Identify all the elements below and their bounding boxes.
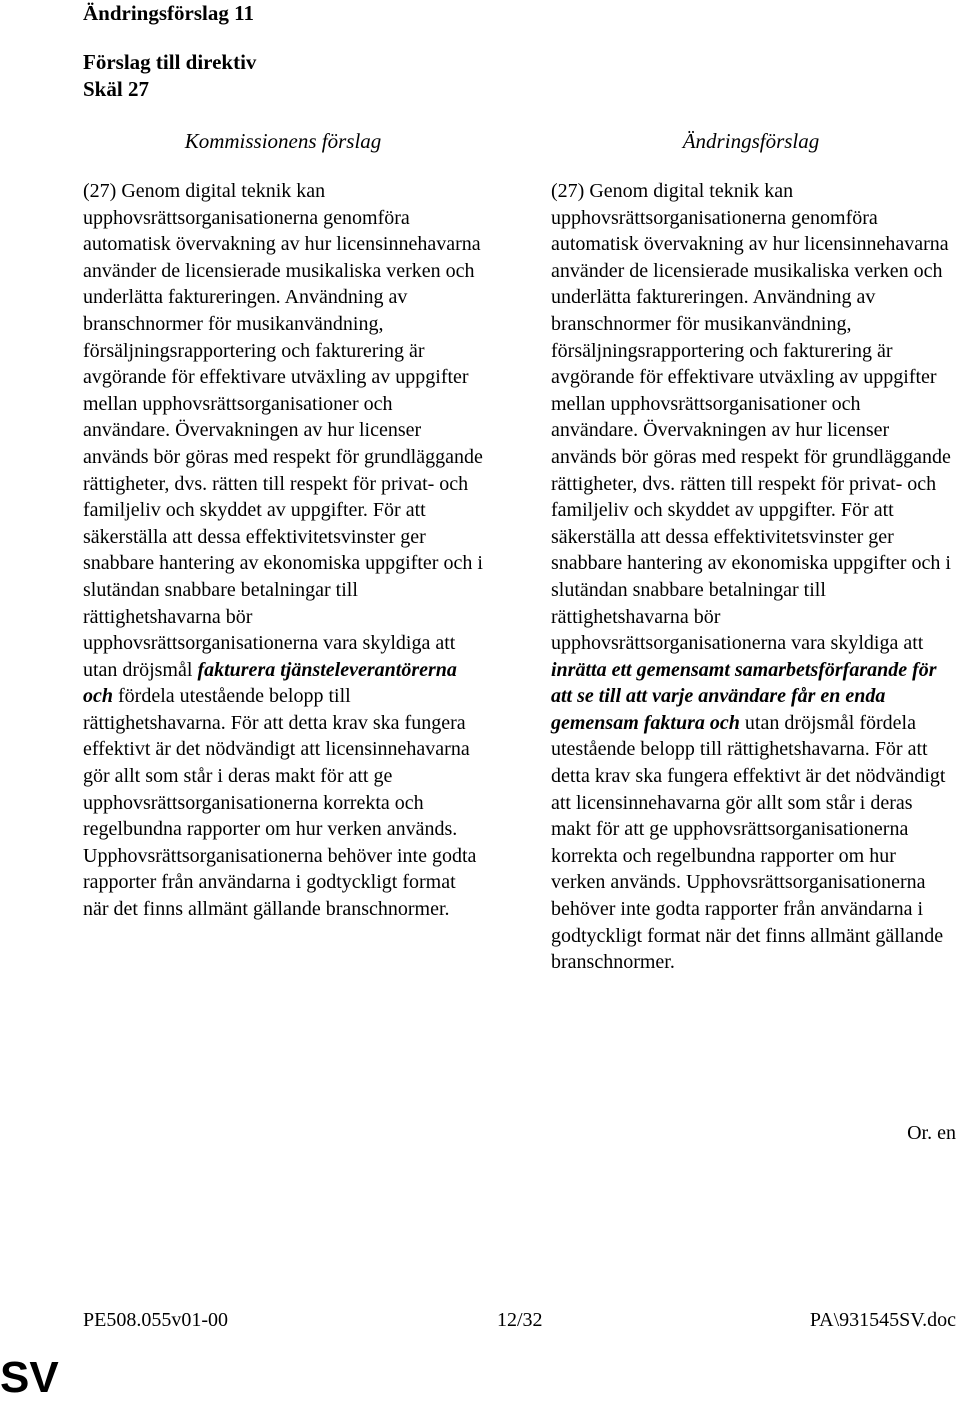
amendment-text-column <box>551 178 951 976</box>
proposal-type: Förslag till direktiv <box>83 50 257 74</box>
footer-file-name: PA\931545SV.doc <box>809 1309 956 1331</box>
commission-text-part1: (27) Genom digital teknik kan upphovsrättsorganisationerna genomföra automatisk övervakning av hur licensinnehavarna använder de licensierade musikaliska verken och underlätta faktureringen. Användning av branschnormer för musikanvändning, försäljningsrapportering och fakturering är avgörande för effektivare utväxling av uppgifter mellan upphovsrättsorganisationer och användare. Övervakningen av hur licenser används bör göras med respekt för grundläggande rättigheter, dvs. rätten till respekt för privat- och familjeliv och skyddet av uppgifter. För att säkerställa att dessa effektivitetsvinster ger snabbare hantering av ekonomiska uppgifter och i slutändan snabbare betalningar till rättighetshavarna bör upphovsrättsorganisationerna vara skyldiga att utan dröjsmål <box>83 180 483 681</box>
commission-text-part2: fördela utestående belopp till rättighetshavarna. För att detta krav ska fungera effektivt är det nödvändigt att licensinnehavarna gör allt som står i deras makt för att ge upphovsrättsorganisationerna korrekta och regelbundna rapporter om hur verken används. Upphovsrättsorganisationerna behöver inte godta rapporter från användarna i godtyckligt format när det finns allmänt gällande branschnormer. <box>83 685 477 921</box>
amendment-heading: Ändringsförslag <box>682 129 820 153</box>
commission-deleted-text: fakturera tjänsteleverantörerna och <box>83 658 457 708</box>
amendment-text-part2: utan dröjsmål fördela utestående belopp till rättighetshavarna. För att detta krav ska fungera effektivt är det nödvändigt att licensinnehavarna gör allt som står i deras makt för att ge upphovsrättsorganisationerna korrekta och regelbundna rapporter om hur verken används. Upphovsrättsorganisationerna behöver inte godta rapporter från användarna i godtyckligt format när det finns allmänt gällande branschnormer. <box>551 711 946 974</box>
commission-text-column <box>83 178 483 923</box>
commission-proposal-heading: Kommissionens förslag <box>184 129 382 153</box>
footer-page-number: 12/32 <box>497 1309 543 1331</box>
original-language-note: Or. en <box>907 1122 956 1144</box>
commission-text <box>83 178 483 923</box>
amendment-title: Ändringsförslag 11 <box>83 1 254 25</box>
amendment-text-part1: (27) Genom digital teknik kan upphovsrättsorganisationerna genomföra automatisk övervakning av hur licensinnehavarna använder de licensierade musikaliska verken och underlätta faktureringen. Användning av branschnormer för musikanvändning, försäljningsrapportering och fakturering är avgörande för effektivare utväxling av uppgifter mellan upphovsrättsorganisationer och användare. Övervakningen av hur licenser används bör göras med respekt för grundläggande rättigheter, dvs. rätten till respekt för privat- och familjeliv och skyddet av uppgifter. För att säkerställa att dessa effektivitetsvinster ger snabbare hantering av ekonomiska uppgifter och i slutändan snabbare betalningar till rättighetshavarna bör upphovsrättsorganisationerna vara skyldiga att <box>551 180 951 655</box>
language-code: SV <box>0 1353 59 1402</box>
footer-doc-ref: PE508.055v01-00 <box>83 1309 228 1331</box>
amendment-text <box>551 178 951 976</box>
amendment-inserted-text: inrätta ett gemensamt samarbetsförfarande för att se till att varje användare får en enda gemensam faktura och <box>551 658 937 734</box>
recital-label: Skäl 27 <box>83 77 149 101</box>
